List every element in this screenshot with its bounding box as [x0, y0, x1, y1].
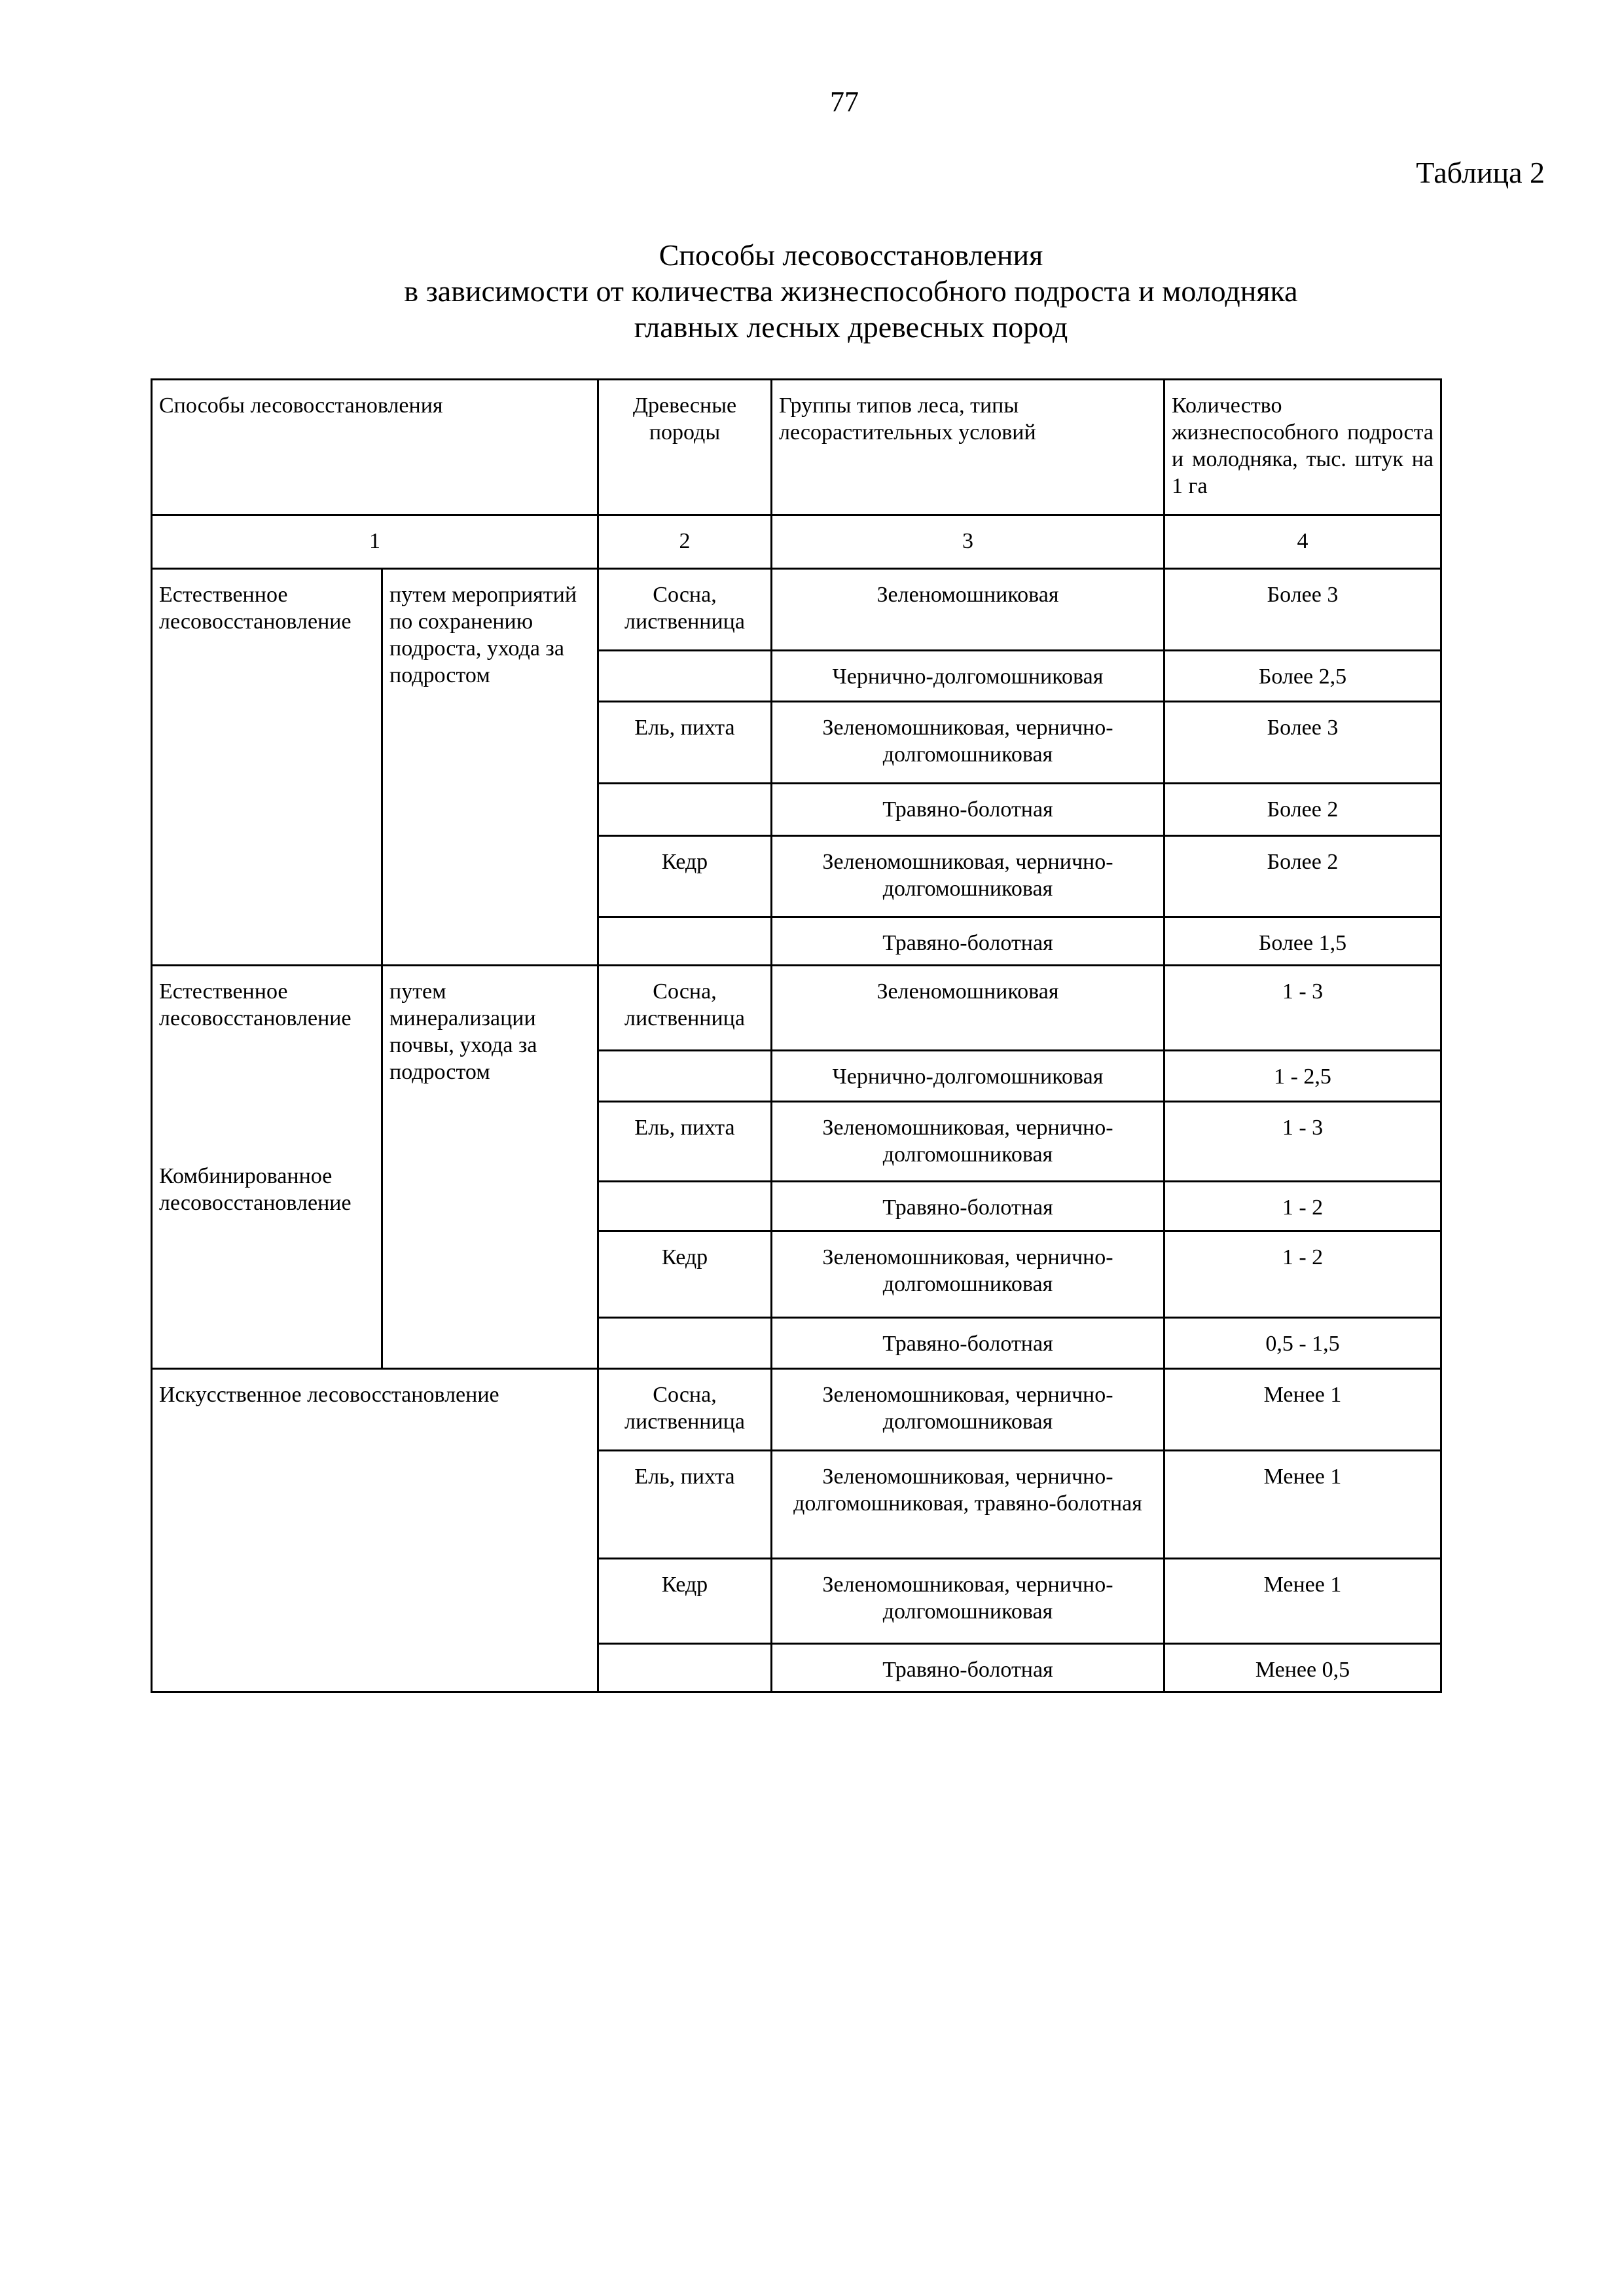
quantity-cell: Более 3 [1164, 702, 1441, 784]
forest-type-cell: Зеленомошниковая [772, 966, 1164, 1051]
method-cell [152, 966, 382, 1369]
title-line-3: главных лесных древесных пород [634, 310, 1068, 344]
forest-type-cell: Зеленомошниковая [772, 569, 1164, 651]
method-cell: Искусственное лесовосстановление [152, 1369, 598, 1692]
column-number: 4 [1164, 515, 1441, 569]
quantity-cell: Менее 1 [1164, 1451, 1441, 1559]
species-cell: Кедр [598, 1559, 772, 1644]
forest-type-cell: Травяно-болотная [772, 1644, 1164, 1692]
header-forest-types: Группы типов леса, типы лесорастительных условий [772, 380, 1164, 515]
forest-type-cell: Зеленомошниковая, чернично-долгомошниковая [772, 1369, 1164, 1451]
title-line-2: в зависимости от количества жизнеспособного подроста и молодняка [404, 274, 1298, 308]
table-row [152, 569, 1441, 651]
quantity-cell: 0,5 - 1,5 [1164, 1318, 1441, 1369]
method-natural: Естественное лесовосстановление [159, 979, 352, 1030]
header-methods: Способы лесовосстановления [152, 380, 598, 515]
forest-type-cell: Травяно-болотная [772, 1182, 1164, 1231]
document-title [262, 237, 1440, 345]
forest-type-cell: Зеленомошниковая, чернично-долгомошниковая [772, 1102, 1164, 1182]
species-cell: Сосна, лиственница [598, 569, 772, 651]
species-cell: Сосна, лиственница [598, 1369, 772, 1451]
quantity-cell: Более 2 [1164, 836, 1441, 917]
quantity-cell: Более 2,5 [1164, 651, 1441, 702]
forest-type-cell: Травяно-болотная [772, 784, 1164, 836]
method-combined: Комбинированное лесовосстановление [159, 1164, 352, 1215]
quantity-cell: Менее 1 [1164, 1559, 1441, 1644]
quantity-cell: 1 - 2,5 [1164, 1051, 1441, 1102]
column-number: 3 [772, 515, 1164, 569]
forest-type-cell: Зеленомошниковая, чернично-долгомошниковая [772, 836, 1164, 917]
column-number: 1 [152, 515, 598, 569]
quantity-cell: 1 - 2 [1164, 1182, 1441, 1231]
species-cell [598, 1051, 772, 1102]
method-cell: Естественное лесовосстановление [152, 569, 382, 966]
forest-type-cell: Зеленомошниковая, чернично-долгомошниковая [772, 1231, 1164, 1318]
table-row [152, 1369, 1441, 1451]
reforestation-table [151, 378, 1442, 1693]
quantity-cell: 1 - 2 [1164, 1231, 1441, 1318]
table-row [152, 966, 1441, 1051]
quantity-cell: Более 2 [1164, 784, 1441, 836]
species-cell: Кедр [598, 1231, 772, 1318]
quantity-cell: Более 1,5 [1164, 917, 1441, 966]
forest-type-cell: Чернично-долгомошниковая [772, 651, 1164, 702]
species-cell [598, 1182, 772, 1231]
column-number-row [152, 515, 1441, 569]
page-number: 77 [830, 86, 859, 118]
quantity-cell: 1 - 3 [1164, 1102, 1441, 1182]
header-species: Древесные породы [598, 380, 772, 515]
forest-type-cell: Травяно-болотная [772, 1318, 1164, 1369]
title-line-1: Способы лесовосстановления [659, 238, 1043, 272]
spacer [159, 1032, 374, 1163]
species-cell [598, 917, 772, 966]
header-quantity: Количество жизнеспособного подроста и молодняка, тыс. штук на 1 га [1164, 380, 1441, 515]
sub-method-cell: путем мероприятий по сохранению подроста, ухода за подростом [382, 569, 598, 966]
quantity-cell: 1 - 3 [1164, 966, 1441, 1051]
header-row [152, 380, 1441, 515]
species-cell: Сосна, лиственница [598, 966, 772, 1051]
column-number: 2 [598, 515, 772, 569]
species-cell: Ель, пихта [598, 1102, 772, 1182]
species-cell [598, 1318, 772, 1369]
forest-type-cell: Зеленомошниковая, чернично-долгомошниковая [772, 1559, 1164, 1644]
sub-method-cell: путем минерализации почвы, ухода за подростом [382, 966, 598, 1369]
forest-type-cell: Зеленомошниковая, чернично-долгомошниковая [772, 702, 1164, 784]
forest-type-cell: Зеленомошниковая, чернично-долгомошниковая, травяно-болотная [772, 1451, 1164, 1559]
quantity-cell: Менее 0,5 [1164, 1644, 1441, 1692]
forest-type-cell: Травяно-болотная [772, 917, 1164, 966]
species-cell: Кедр [598, 836, 772, 917]
table-label: Таблица 2 [1416, 156, 1545, 189]
quantity-cell: Менее 1 [1164, 1369, 1441, 1451]
forest-type-cell: Чернично-долгомошниковая [772, 1051, 1164, 1102]
species-cell [598, 651, 772, 702]
species-cell: Ель, пихта [598, 702, 772, 784]
species-cell [598, 784, 772, 836]
species-cell [598, 1644, 772, 1692]
quantity-cell: Более 3 [1164, 569, 1441, 651]
species-cell: Ель, пихта [598, 1451, 772, 1559]
